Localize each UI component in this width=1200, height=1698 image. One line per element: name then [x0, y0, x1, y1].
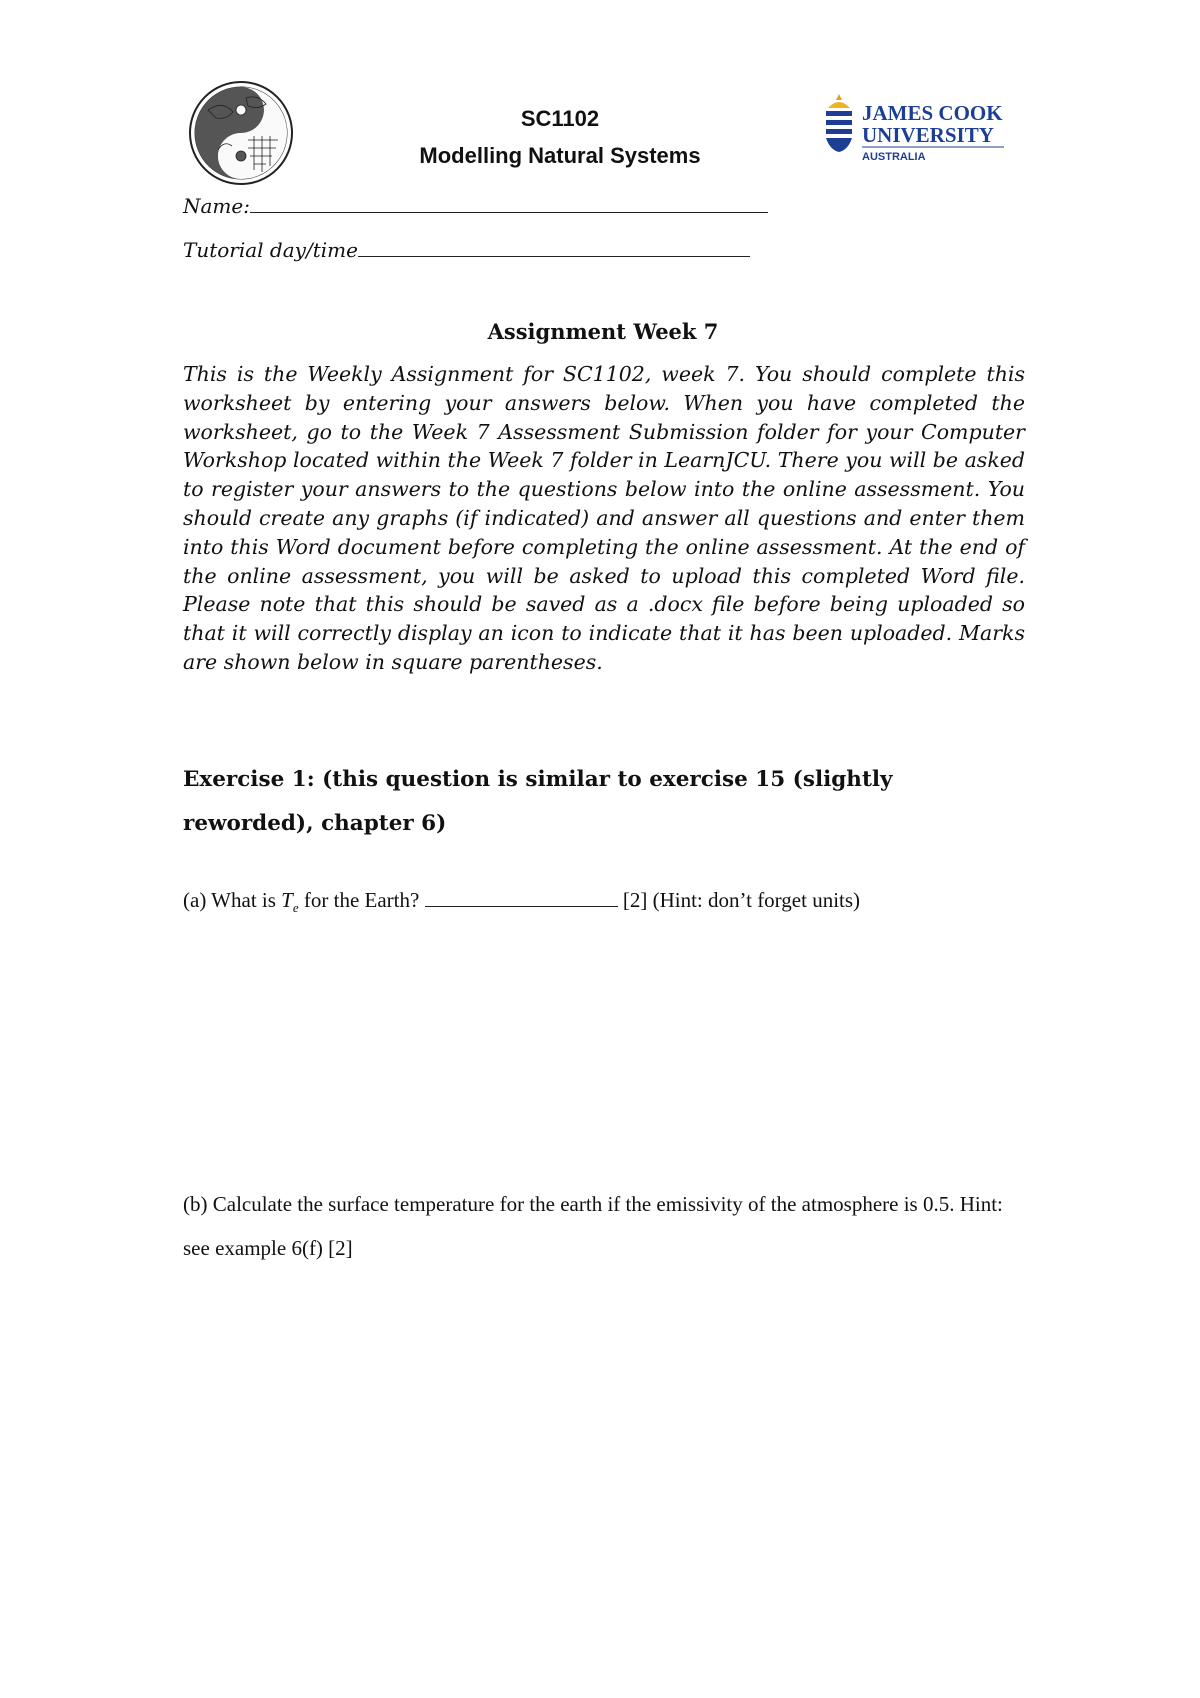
exercise-1-title: Exercise 1: (this question is similar to exercise 15 (slightly reworded), chapter 6): [183, 767, 893, 836]
logo-line-2: UNIVERSITY: [862, 123, 994, 147]
course-code: SC1102: [520, 106, 600, 131]
tutorial-input-line[interactable]: [358, 236, 750, 257]
jcu-crest-icon: [826, 94, 852, 152]
name-field: [183, 192, 768, 218]
logo-line-3: AUSTRALIA: [862, 151, 926, 163]
question-a-suffix: [2] (Hint: don’t forget units): [622, 888, 861, 912]
tutorial-field: [183, 236, 750, 262]
assignment-title: Assignment Week 7: [487, 319, 719, 344]
te-variable: T: [281, 888, 293, 912]
tutorial-label: Tutorial day/time: [183, 238, 358, 262]
course-name: Modelling Natural Systems: [419, 143, 701, 168]
name-input-line[interactable]: [250, 192, 768, 213]
question-a-prefix: (a) What is: [183, 888, 276, 912]
question-a-middle: for the Earth?: [298, 888, 420, 912]
answer-a-blank[interactable]: [425, 888, 618, 907]
question-b: (b) Calculate the surface temperature for the earth if the emissivity of the atmosphere is 0.5. Hint: see example 6(f) [2]: [183, 1192, 1003, 1260]
jcu-logo: [822, 90, 1012, 170]
name-label: Name:: [183, 194, 250, 218]
course-seal-logo: [188, 80, 294, 186]
question-a: [183, 888, 860, 916]
te-subscript: e: [292, 900, 299, 916]
logo-line-1: JAMES COOK: [862, 101, 1003, 125]
assignment-intro: This is the Weekly Assignment for SC1102, week 7. You should complete this worksheet by entering your answers below. When you have completed the worksheet, go to the Week 7 Assessment Submission folder for your Computer Workshop located within the Week 7 folder in LearnJCU. There you will be asked to register your answers to the questions below into the online assessment. You should create any graphs (if indicated) and answer all questions and enter them into this Word document before completing the online assessment. At the end of the online assessment, you will be asked to upload this completed Word file. Please note that this should be saved as a .docx file before being uploaded so that it will correctly display an icon to indicate that it has been uploaded. Marks are shown below in square parentheses.: [183, 362, 1025, 674]
